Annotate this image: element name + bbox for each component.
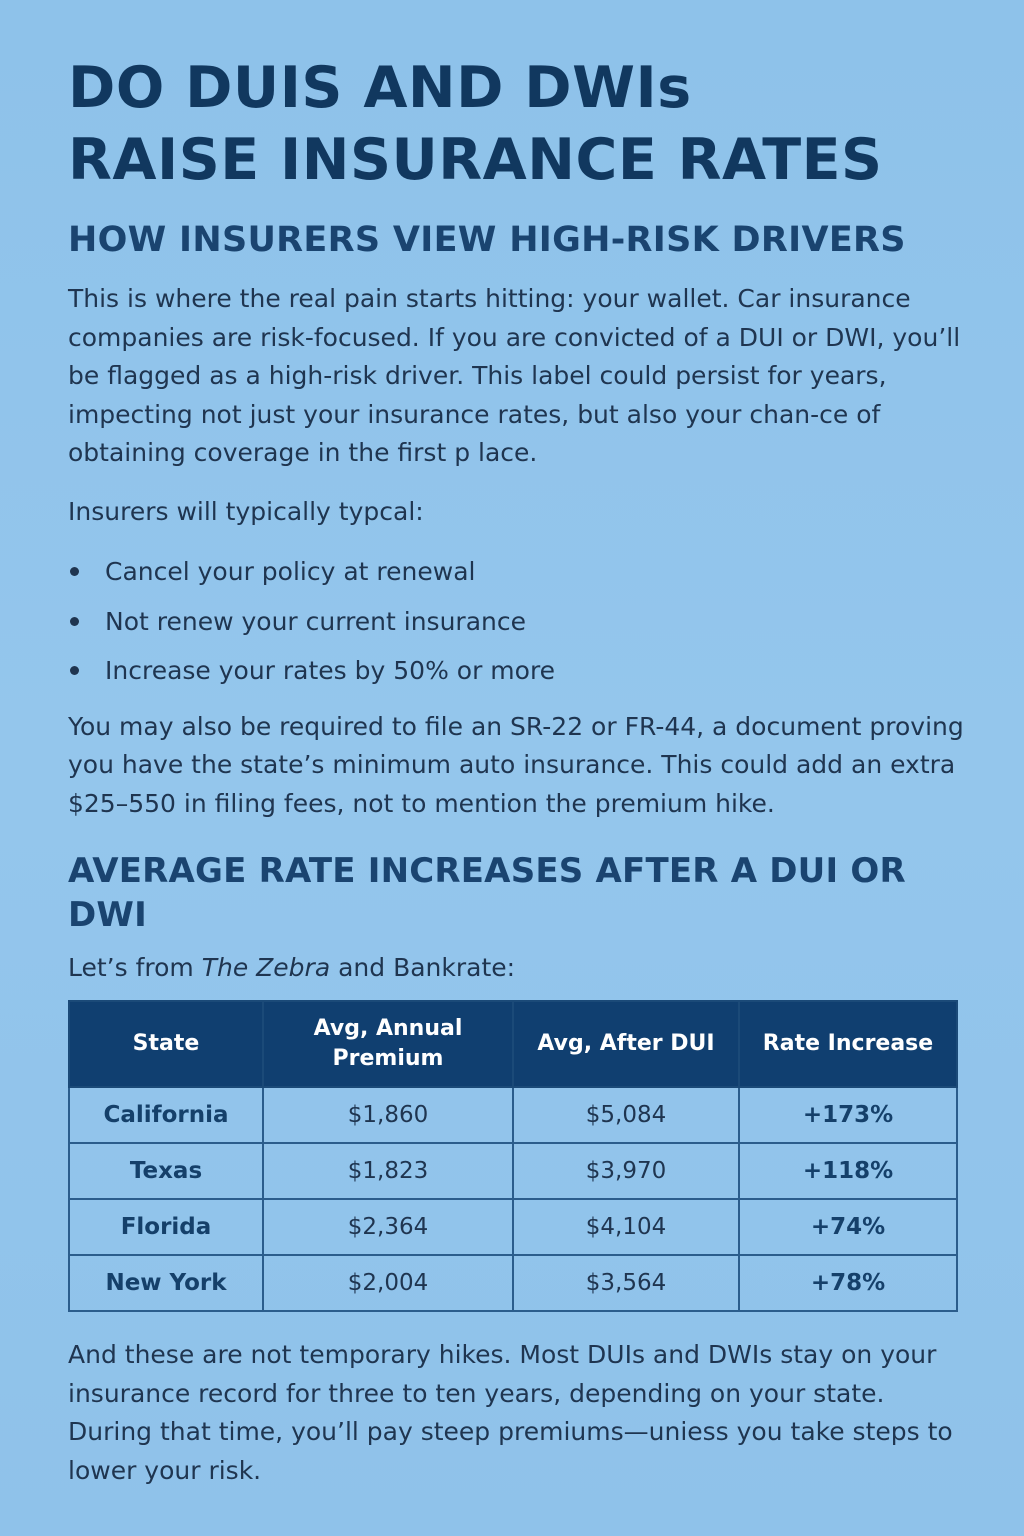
cell-annual-premium: $1,823: [263, 1143, 513, 1199]
source-middle: and: [330, 953, 394, 982]
section-heading-rate-increases: AVERAGE RATE INCREASES AFTER A DUI OR DWI: [68, 851, 906, 935]
bullet-icon: [70, 617, 79, 626]
cell-after-dui: $4,104: [513, 1199, 739, 1255]
cell-state: Florida: [69, 1199, 263, 1255]
header-state: State: [69, 1001, 263, 1087]
section-heading-high-risk: HOW INSURERS VIEW HIGH-RISK DRIVERS: [68, 220, 906, 260]
cell-rate-increase: +173%: [739, 1087, 957, 1143]
insurer-actions-list: [68, 547, 968, 696]
sr22-paragraph: You may also be required to file an SR-22 or FR-44, a document proving you have the state’s minimum auto insurance. This could add an extra $25–550 in filing fees, not to mention the premium hike.: [68, 711, 964, 818]
cell-annual-premium: $2,364: [263, 1199, 513, 1255]
source-bankrate: Bankrate:: [393, 953, 516, 982]
cell-state: Texas: [69, 1143, 263, 1199]
cell-annual-premium: $1,860: [263, 1087, 513, 1143]
article: [68, 52, 968, 1490]
table-row: [69, 1199, 957, 1255]
cell-rate-increase: +118%: [739, 1143, 957, 1199]
list-item: [68, 547, 968, 597]
list-item-text: Cancel your policy at renewal: [105, 557, 476, 586]
title-line-1: DO DUIS AND DWIs: [68, 55, 692, 121]
list-item-text: Increase your rates by 50% or more: [105, 656, 556, 685]
cell-after-dui: $5,084: [513, 1087, 739, 1143]
cell-rate-increase: +78%: [739, 1255, 957, 1311]
cell-state: New York: [69, 1255, 263, 1311]
bullet-icon: [70, 666, 79, 675]
source-zebra: The Zebra: [201, 953, 331, 982]
cell-after-dui: $3,564: [513, 1255, 739, 1311]
intro-paragraph: This is where the real pain starts hitting: your wallet. Car insurance companies are risk-focused. If you are convicted of a DUI or DWI, you’ll be flagged as a high-risk driver. This label could persist for years, impecting not just your insurance rates, but also your chan-ce of obtaining coverage in the first p lace.: [68, 284, 961, 467]
cell-after-dui: $3,970: [513, 1143, 739, 1199]
insurers-lead-in: Insurers will typically typcal:: [68, 496, 424, 526]
page-title: [68, 52, 968, 196]
table-header-row: [69, 1001, 957, 1087]
title-line-2: RAISE INSURANCE RATES: [68, 127, 883, 193]
cell-rate-increase: +74%: [739, 1199, 957, 1255]
table-row: [69, 1143, 957, 1199]
table-row: [69, 1087, 957, 1143]
source-prefix: Let’s from: [68, 953, 202, 982]
cell-state: California: [69, 1087, 263, 1143]
list-item-text: Not renew your current insurance: [105, 606, 526, 636]
header-after-dui: Avg, After DUI: [513, 1001, 739, 1087]
list-item: [68, 646, 968, 696]
header-annual-premium: Avg, Annual Premium: [263, 1001, 513, 1087]
header-rate-increase: Rate Increase: [739, 1001, 957, 1087]
rate-increase-table: [68, 1000, 958, 1312]
closing-paragraph: And these are not temporary hikes. Most DUIs and DWIs stay on your insurance record for three to ten years, depending on your state. During that time, you’ll pay steep premiums—uniess you take steps to lower your risk.: [68, 1340, 953, 1485]
bullet-icon: [70, 567, 79, 576]
cell-annual-premium: $2,004: [263, 1255, 513, 1311]
source-line: [68, 951, 968, 985]
list-item: [68, 597, 968, 647]
table-row: [69, 1255, 957, 1311]
